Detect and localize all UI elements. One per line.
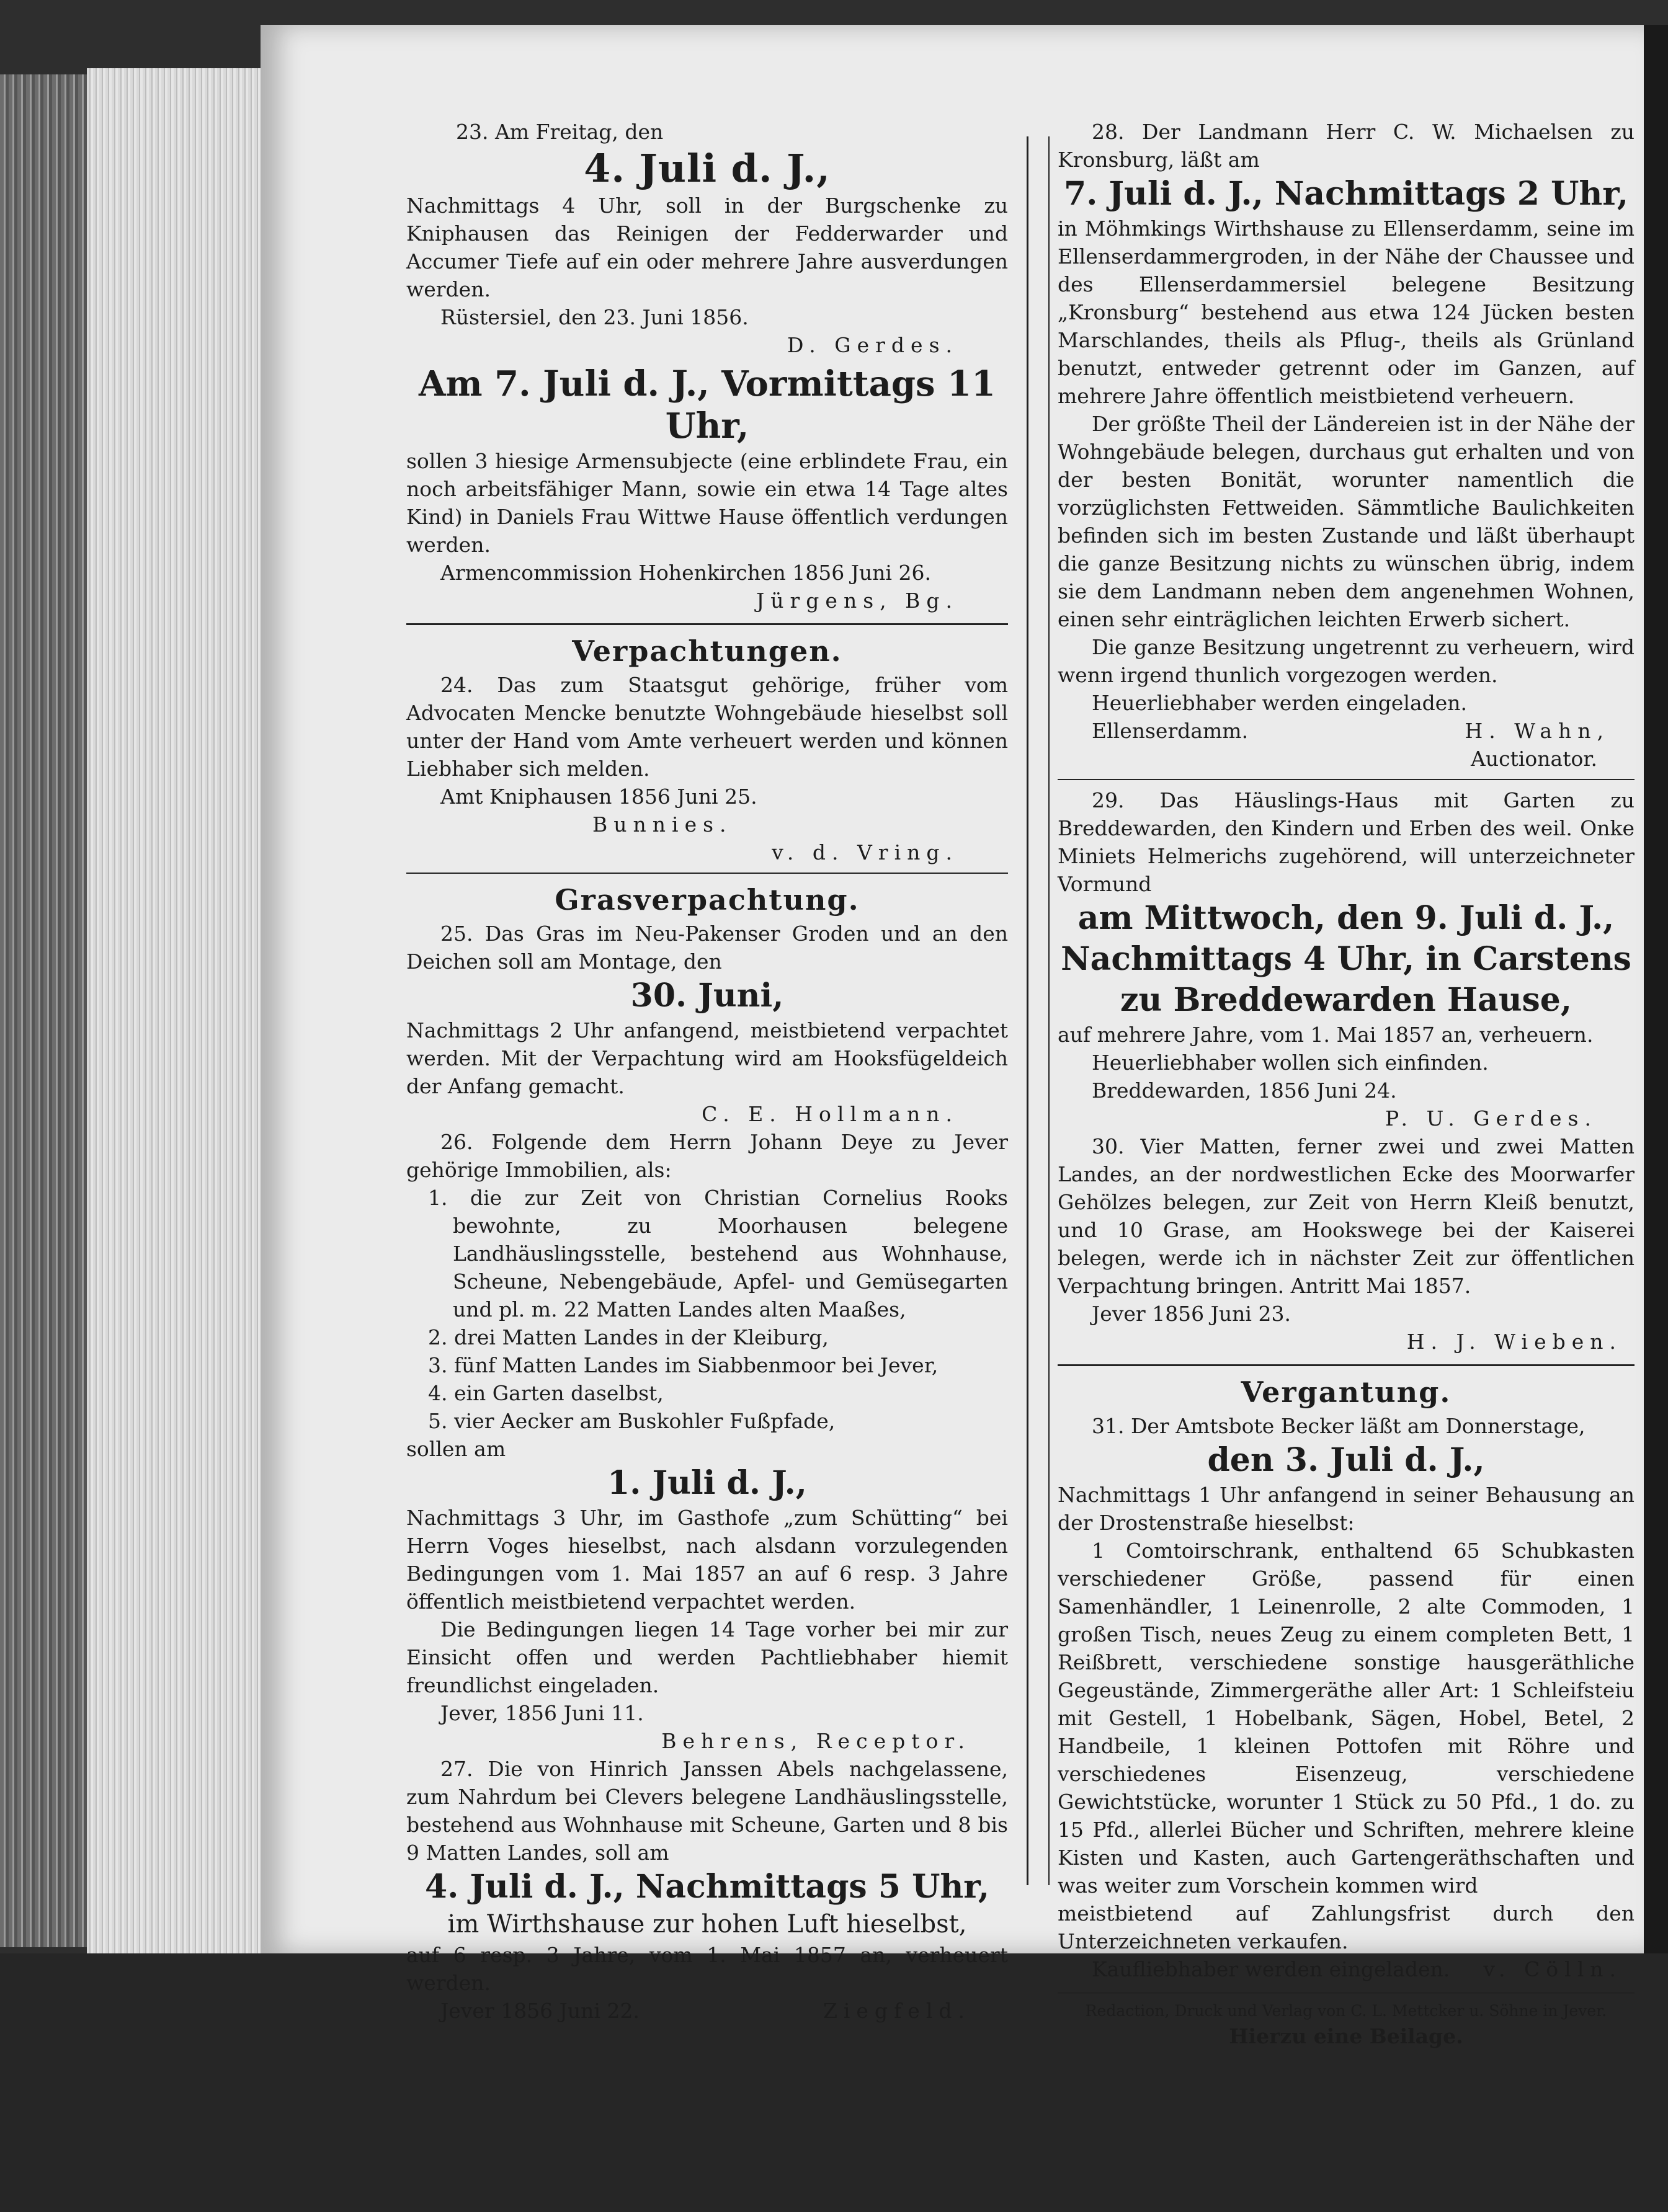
notice-31-date: den 3. Juli d. J., <box>1207 1441 1485 1479</box>
notice-27-text: 27. Die von Hinrich Janssen Abels nachgelassene, zum Nahrdum bei Clevers belegene Landhäuslingsstelle, bestehend aus Wohnhause mit Scheune, Garten und 8 bis 9 Matten Landes, soll am <box>406 1757 1008 1865</box>
footer-rule <box>1058 1992 1635 1994</box>
section-rule <box>406 623 1008 625</box>
notice-26-item: 4. ein Garten daselbst, <box>428 1381 664 1405</box>
notice-29-text-2: auf mehrere Jahre, vom 1. Mai 1857 an, verheuern. <box>1058 1023 1594 1047</box>
right-column <box>1058 118 1635 2050</box>
notice-29-date-3: zu Breddewarden Hause, <box>1120 981 1572 1019</box>
notice-31-text-5: Kaufliebhaber werden eingeladen. <box>1092 1957 1450 1981</box>
notice-25-text: 25. Das Gras im Neu-Pakenser Groden und an den Deichen soll am Montage, den <box>406 922 1008 974</box>
notice-28-text-4: Die ganze Besitzung ungetrennt zu verheuern, wird wenn irgend thunlich vorgezogen werden. <box>1058 635 1635 687</box>
column-divider-2 <box>1048 136 1050 1885</box>
notice-26-date: 1. Juli d. J., <box>607 1464 807 1502</box>
notice-27-place: Jever 1856 Juni 22. <box>440 1999 640 2023</box>
notice-26-sollen: sollen am <box>406 1437 506 1461</box>
notice-23-place: Rüstersiel, den 23. Juni 1856. <box>440 305 749 329</box>
notice-28-date: 7. Juli d. J., Nachmittags 2 Uhr, <box>1064 175 1628 213</box>
notice-26-item: 5. vier Aecker am Buskohler Fußpfade, <box>428 1409 836 1433</box>
heading-grasverpachtung: Grasverpachtung. <box>555 883 860 917</box>
notice-26-item: 1. die zur Zeit von Christian Cornelius Rooks bewohnte, zu Moorhausen belegene Landhäuslingsstelle, bestehend aus Wohnhause, Scheune, Nebengebäude, Apfel- und Gemüsegarten und pl. m. 22 Matten Landes alten Maaßes, <box>428 1186 1008 1321</box>
notice-arm-text: sollen 3 hiesige Armensubjecte (eine erblindete Frau, ein noch arbeitsfähiger Mann, sowie ein etwa 14 Tage altes Kind) in Daniels Frau Wittwe Hause öffentlich verdungen werden. <box>406 449 1008 557</box>
heading-verpachtungen: Verpachtungen. <box>572 634 842 668</box>
notice-28-text-3: Der größte Theil der Ländereien ist in der Nähe der Wohngebäude belegen, durchaus gut erhalten und von der besten Bonität, worunter namentlich die vorzüglichsten Fettweiden. Sämmtliche Baulichkeiten befinden sich im besten Zustande und läßt überhaupt die ganze Besitzung nichts zu wünschen übrig, indem sie dem Landmann neben dem angenehmen Wohnen, einen sehr einträglichen leichten Erwerb sichert. <box>1058 412 1635 631</box>
notice-arm-date: Am 7. Juli d. J., Vormittags 11 Uhr, <box>418 363 996 446</box>
book-cover-edge <box>0 74 99 1947</box>
notice-29-signature: P. U. Gerdes. <box>1385 1106 1597 1130</box>
notice-28-text-2: in Möhmkings Wirthshause zu Ellenserdamm, seine im Ellenserdammergroden, in der Nähe der Chaussee und des Ellenserdammersiel belegene Besitzung „Kronsburg“ bestehend aus etwa 124 Jücken besten Marschlandes, theils als Pflug-, theils als Grünland benutzt, entweder getrennt oder im Ganzen, auf mehrere Jahre öffentlich meistbietend verheuern. <box>1058 216 1635 408</box>
left-column <box>406 118 1008 2025</box>
notice-30-text: 30. Vier Matten, ferner zwei und zwei Matten Landes, an der nordwestlichen Ecke des Moorwarfer Gehölzes belegen, zur Zeit von Herrn Kleiß benutzt, und 10 Grase, am Hookswege bei der Kaiserei belegen, werde ich in nächster Zeit zur öffentlichen Verpachtung bringen. Antritt Mai 1857. <box>1058 1134 1635 1298</box>
section-rule <box>1058 1364 1635 1366</box>
notice-arm-signature: Jürgens, Bg. <box>756 589 958 613</box>
notice-29-text-3: Heuerliebhaber wollen sich einfinden. <box>1092 1050 1489 1075</box>
notice-28-place: Ellenserdamm. <box>1092 719 1249 743</box>
notice-29-place: Breddewarden, 1856 Juni 24. <box>1092 1078 1397 1103</box>
notice-23-text: Nachmittags 4 Uhr, soll in der Burgschenke zu Kniphausen das Reinigen der Fedderwarder und Accumer Tiefe auf ein oder mehrere Jahre ausverdungen werden. <box>406 193 1008 301</box>
notice-arm-place: Armencommission Hohenkirchen 1856 Juni 26. <box>440 561 931 585</box>
notice-31-text-4: meistbietend auf Zahlungsfrist durch den Unterzeichneten verkaufen. <box>1058 1901 1635 1953</box>
notice-24-signature-2: v. d. Vring. <box>772 840 958 864</box>
notice-30-signature: H. J. Wieben. <box>1406 1330 1622 1354</box>
notice-26-text: Nachmittags 3 Uhr, im Gasthofe „zum Schütting“ bei Herrn Voges hieselbst, nach alsdann vorzulegenden Bedingungen vom 1. Mai 1857 an auf 6 resp. 3 Jahre öffentlich meistbietend verpachtet werden. <box>406 1506 1008 1614</box>
notice-28-signature: H. Wahn, <box>1465 719 1610 743</box>
notice-24-text: 24. Das zum Staatsgut gehörige, früher vom Advocaten Mencke benutzte Wohngebäude hieselbst soll unter der Hand vom Amte verheuert werden und können Liebhaber sich melden. <box>406 673 1008 781</box>
notice-23-date: 4. Juli d. J., <box>584 146 831 191</box>
notice-31-text-3: 1 Comtoirschrank, enthaltend 65 Schubkasten verschiedener Größe, passend für einen Samenhändler, 1 Leinenrolle, 2 alte Commoden, 1 großen Tisch, neues Zeug zu einem completen Bett, 1 Reißbrett, verschiedene sonstige hausgeräthliche Gegeustände, Zimmergeräthe aller Art: 1 Schleifsteiu mit Gestell, 1 Hobelbank, Sägen, Hobel, Betel, 2 Handbeile, 1 kleinen Pottofen mit Röhre und verschiedenes Eisenzeug, verschiedene Gewichtstücke, worunter 1 Stück zu 50 Pfd., 1 do. zu 15 Pfd., allerlei Bücher und Schriften, mehrere kleine Kisten und Kasten, auch Gartengeräthschaften und was weiter zum Vorschein kommen wird <box>1058 1539 1635 1898</box>
notice-26-item: 3. fünf Matten Landes im Siabbenmoor bei Jever, <box>428 1353 939 1377</box>
notice-28-role: Auctionator. <box>1471 747 1597 771</box>
notice-25-text-2: Nachmittags 2 Uhr anfangend, meistbietend verpachtet werden. Mit der Verpachtung wird am Hooksfügeldeich der Anfang gemacht. <box>406 1018 1008 1098</box>
notice-25-signature: C. E. Hollmann. <box>702 1102 958 1126</box>
notice-23-intro: 23. Am Freitag, den <box>456 120 664 144</box>
notice-31-signature: v. Cölln. <box>1483 1957 1622 1981</box>
notice-30-place: Jever 1856 Juni 23. <box>1092 1302 1291 1326</box>
section-rule <box>1058 779 1635 780</box>
notice-28-text-5: Heuerliebhaber werden eingeladen. <box>1092 691 1468 715</box>
notice-27-signature: Ziegfeld. <box>823 1999 971 2023</box>
notice-26-place: Jever, 1856 Juni 11. <box>440 1701 644 1725</box>
column-divider <box>1027 136 1028 1885</box>
notice-26-item: 2. drei Matten Landes in der Kleiburg, <box>428 1325 829 1349</box>
notice-24-place: Amt Kniphausen 1856 Juni 25. <box>440 784 757 809</box>
heading-vergantung: Vergantung. <box>1241 1375 1452 1409</box>
page-stack <box>87 68 268 1953</box>
notice-31-text-2: Nachmittags 1 Uhr anfangend in seiner Behausung an der Drostenstraße hieselbst: <box>1058 1483 1635 1535</box>
footer-imprint: Redaction, Druck und Verlag von C. L. Mettcker u. Söhne in Jever. <box>1085 2002 1607 2020</box>
notice-28-text: 28. Der Landmann Herr C. W. Michaelsen zu Kronsburg, läßt am <box>1058 120 1635 172</box>
notice-24-signature-1: Bunnies. <box>592 812 733 837</box>
notice-27-text-2: auf 6 resp. 3 Jahre, vom 1. Mai 1857 an, verheuert werden. <box>406 1943 1008 1995</box>
notice-29-date-2: Nachmittags 4 Uhr, in Carstens <box>1061 940 1631 978</box>
notice-31-text: 31. Der Amtsbote Becker läßt am Donnerstage, <box>1092 1414 1585 1438</box>
notice-25-date: 30. Juni, <box>630 977 784 1015</box>
notice-29-date-1: am Mittwoch, den 9. Juli d. J., <box>1077 899 1615 937</box>
section-rule <box>406 873 1008 874</box>
notice-23-signature: D. Gerdes. <box>787 333 958 357</box>
notice-27-location: im Wirthshause zur hohen Luft hieselbst, <box>447 1910 967 1939</box>
footer-supplement: Hierzu eine Beilage. <box>1229 2024 1463 2048</box>
notice-26-text-2: Die Bedingungen liegen 14 Tage vorher bei mir zur Einsicht offen und werden Pachtliebhaber hiemit freundlichst eingeladen. <box>406 1617 1008 1697</box>
scan-border <box>1644 25 1668 2212</box>
notice-27-date: 4. Juli d. J., Nachmittags 5 Uhr, <box>425 1868 989 1906</box>
notice-29-text: 29. Das Häuslings-Haus mit Garten zu Breddewarden, den Kindern und Erben des weil. Onke Miniets Helmerichs zugehörend, will unterzeichneter Vormund <box>1058 788 1635 896</box>
notice-26-signature: Behrens, Receptor. <box>661 1729 971 1753</box>
notice-26-intro: 26. Folgende dem Herrn Johann Deye zu Jever gehörige Immobilien, als: <box>406 1130 1008 1182</box>
